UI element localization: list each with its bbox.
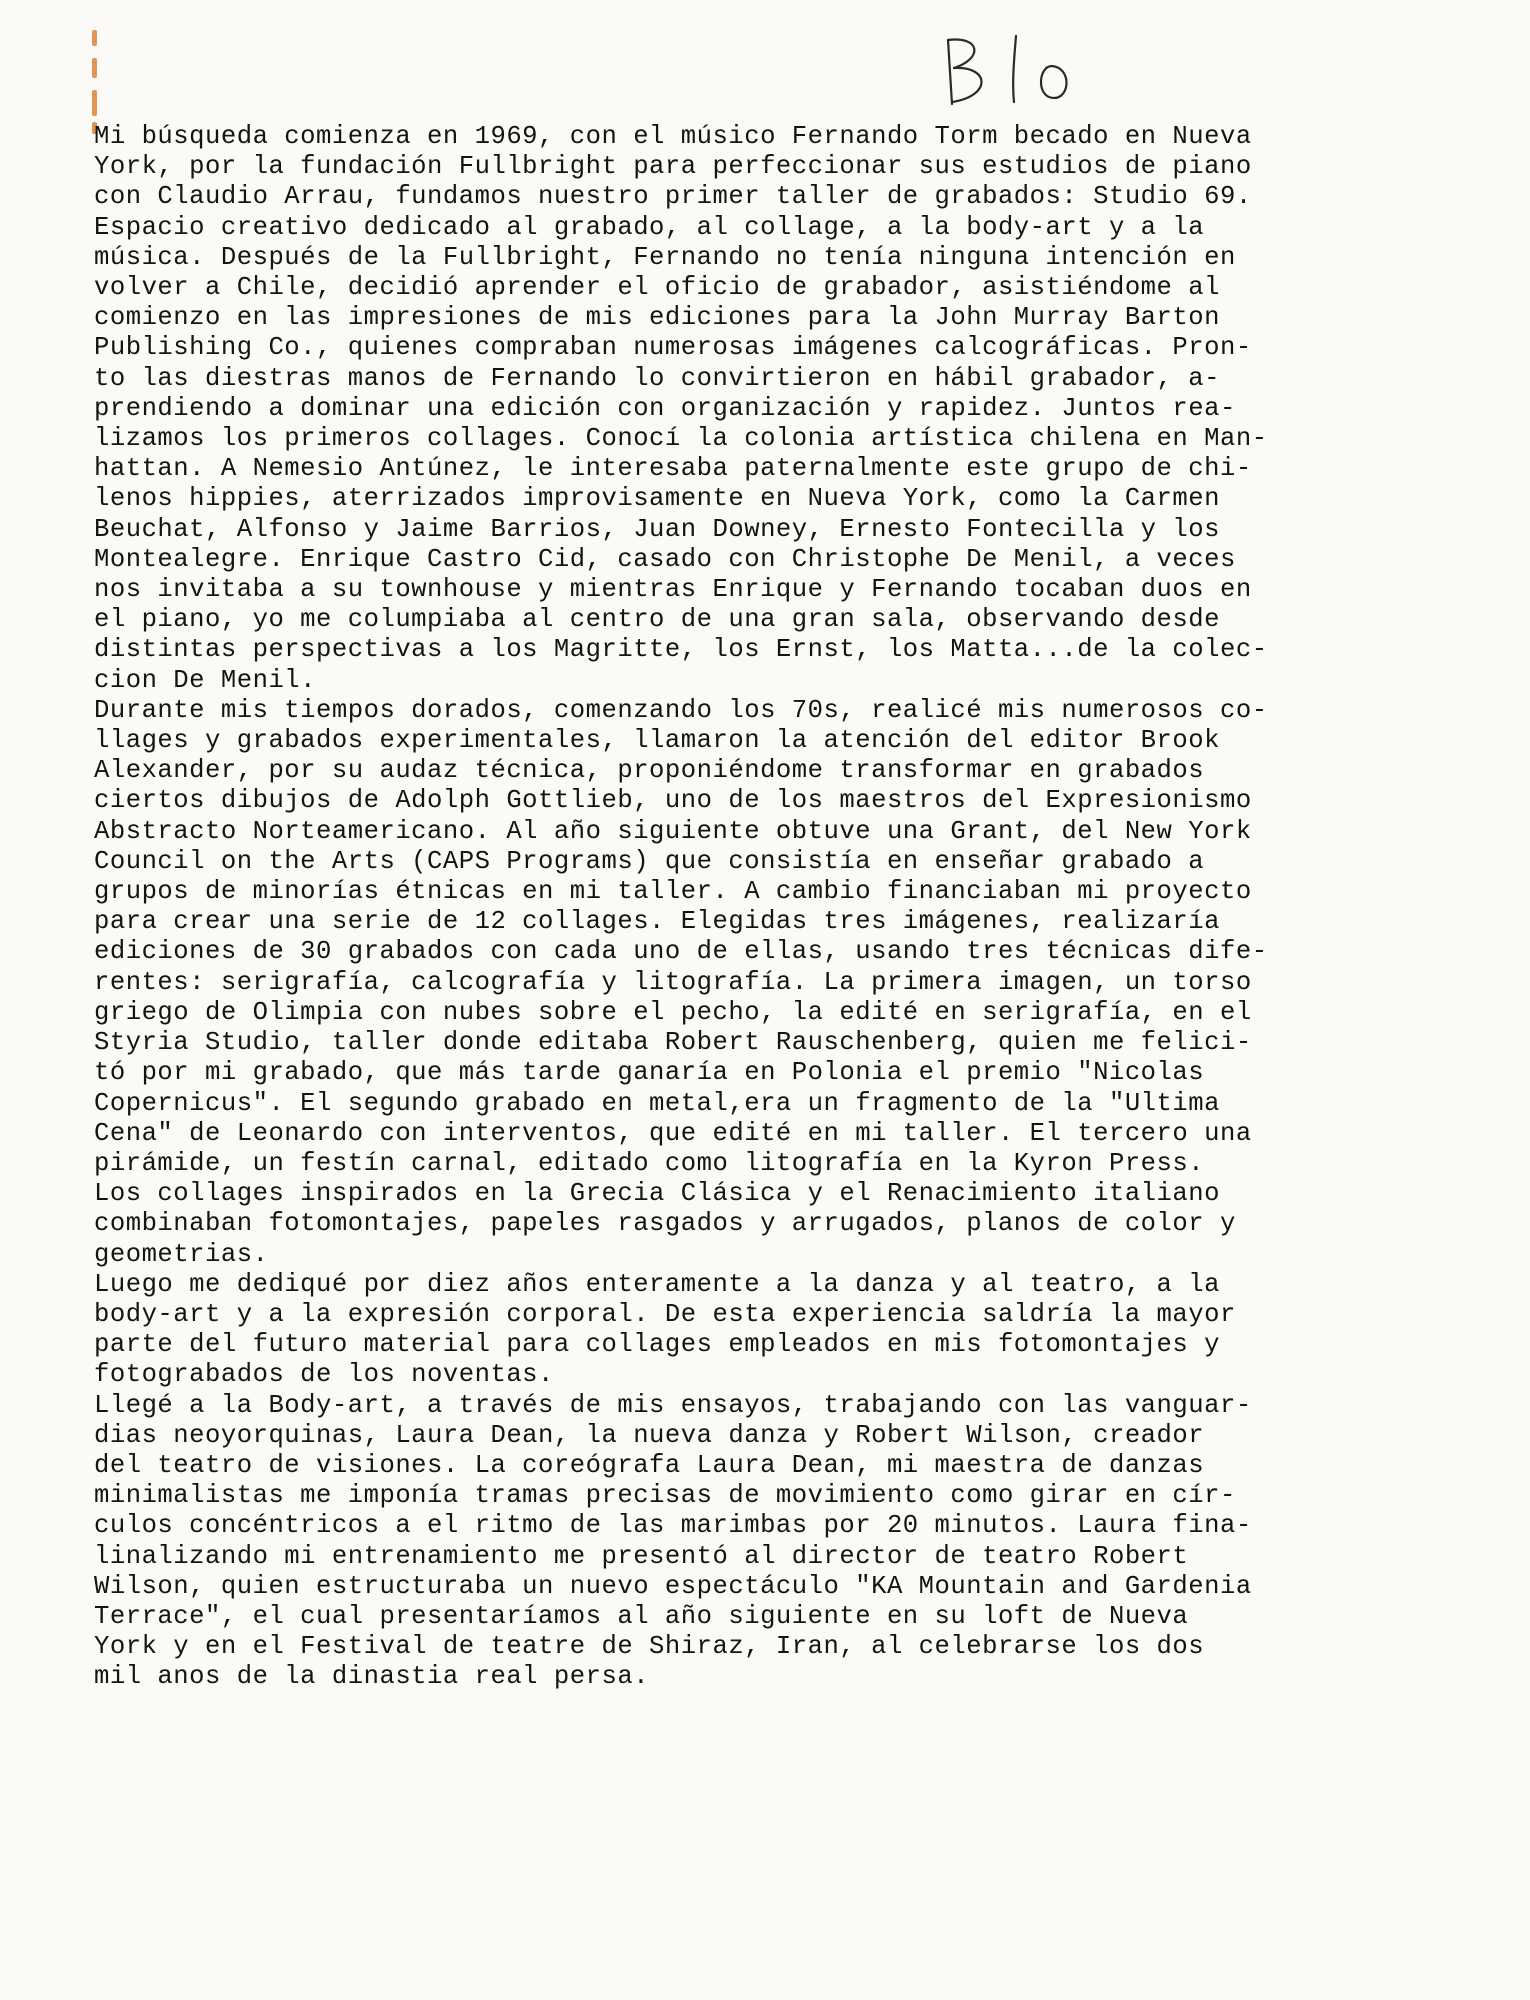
text-line: mil anos de la dinastia real persa.: [94, 1662, 650, 1692]
text-line: body-art y a la expresión corporal. De esta experiencia saldría la mayor: [94, 1299, 1236, 1329]
text-line: to las diestras manos de Fernando lo convirtieron en hábil grabador, a-: [94, 363, 1220, 393]
text-line: dias neoyorquinas, Laura Dean, la nueva danza y Robert Wilson, creador: [94, 1420, 1205, 1450]
text-line: comienzo en las impresiones de mis ediciones para la John Murray Barton: [94, 303, 1220, 333]
text-line: York y en el Festival de teatre de Shiraz, Iran, al celebrarse los dos: [94, 1632, 1205, 1662]
text-line: Alexander, por su audaz técnica, proponiéndome transformar en grabados: [94, 756, 1205, 786]
text-line: Durante mis tiempos dorados, comenzando los 70s, realicé mis numerosos co-: [94, 695, 1268, 725]
handwritten-bio-annotation: [940, 30, 1110, 110]
text-line: llages y grabados experimentales, llamaron la atención del editor Brook: [94, 726, 1220, 756]
text-line: Abstracto Norteamericano. Al año siguiente obtuve una Grant, del New York: [94, 816, 1252, 846]
text-line: combinaban fotomontajes, papeles rasgados y arrugados, planos de color y: [94, 1209, 1236, 1239]
text-line: Beuchat, Alfonso y Jaime Barrios, Juan Downey, Ernesto Fontecilla y los: [94, 514, 1220, 544]
text-line: fotograbados de los noventas.: [94, 1360, 554, 1390]
text-line: volver a Chile, decidió aprender el oficio de grabador, asistiéndome al: [94, 273, 1220, 303]
text-line: Wilson, quien estructuraba un nuevo espectáculo "KA Mountain and Gardenia: [94, 1571, 1252, 1601]
text-line: York, por la fundación Fullbright para perfeccionar sus estudios de piano: [94, 152, 1252, 182]
text-line: pirámide, un festín carnal, editado como litografía en la Kyron Press.: [94, 1148, 1205, 1178]
text-line: para crear una serie de 12 collages. Elegidas tres imágenes, realizaría: [94, 907, 1220, 937]
text-line: minimalistas me imponía tramas precisas de movimiento como girar en cír-: [94, 1481, 1236, 1511]
text-line: Cena" de Leonardo con interventos, que edité en mi taller. El tercero una: [94, 1118, 1252, 1148]
text-line: Llegé a la Body-art, a través de mis ensayos, trabajando con las vanguar-: [94, 1390, 1252, 1420]
text-line: rentes: serigrafía, calcografía y litografía. La primera imagen, un torso: [94, 967, 1252, 997]
text-line: griego de Olimpia con nubes sobre el pecho, la edité en serigrafía, en el: [94, 997, 1252, 1027]
text-line: ciertos dibujos de Adolph Gottlieb, uno de los maestros del Expresionismo: [94, 786, 1252, 816]
text-line: Styria Studio, taller donde editaba Robert Rauschenberg, quien me felici-: [94, 1028, 1252, 1058]
text-line: Copernicus". El segundo grabado en metal,era un fragmento de la "Ultima: [94, 1088, 1220, 1118]
text-line: lenos hippies, aterrizados improvisamente en Nueva York, como la Carmen: [94, 484, 1220, 514]
text-line: parte del futuro material para collages empleados en mis fotomontajes y: [94, 1330, 1220, 1360]
text-line: culos concéntricos a el ritmo de las marimbas por 20 minutos. Laura fina-: [94, 1511, 1252, 1541]
text-line: cion De Menil.: [94, 665, 317, 695]
text-line: Los collages inspirados en la Grecia Clásica y el Renacimiento italiano: [94, 1179, 1220, 1209]
text-line: Publishing Co., quienes compraban numerosas imágenes calcográficas. Pron-: [94, 333, 1252, 363]
text-line: lizamos los primeros collages. Conocí la colonia artística chilena en Man-: [94, 424, 1268, 454]
text-line: hattan. A Nemesio Antúnez, le interesaba paternalmente este grupo de chi-: [94, 454, 1252, 484]
text-line: Council on the Arts (CAPS Programs) que consistía en enseñar grabado a: [94, 846, 1205, 876]
text-line: Espacio creativo dedicado al grabado, al collage, a la body-art y a la: [94, 212, 1205, 242]
text-line: música. Después de la Fullbright, Fernando no tenía ninguna intención en: [94, 242, 1236, 272]
text-line: geometrias.: [94, 1239, 269, 1269]
text-line: nos invitaba a su townhouse y mientras Enrique y Fernando tocaban duos en: [94, 575, 1252, 605]
text-line: distintas perspectivas a los Magritte, los Ernst, los Matta...de la colec-: [94, 635, 1268, 665]
text-line: ediciones de 30 grabados con cada uno de ellas, usando tres técnicas dife-: [94, 937, 1268, 967]
document-body: [94, 122, 1484, 1693]
text-line: con Claudio Arrau, fundamos nuestro primer taller de grabados: Studio 69.: [94, 182, 1252, 212]
text-line: del teatro de visiones. La coreógrafa Laura Dean, mi maestra de danzas: [94, 1450, 1205, 1480]
text-line: Montealegre. Enrique Castro Cid, casado con Christophe De Menil, a veces: [94, 544, 1236, 574]
text-line: el piano, yo me columpiaba al centro de una gran sala, observando desde: [94, 605, 1220, 635]
text-line: linalizando mi entrenamiento me presentó al director de teatro Robert: [94, 1541, 1189, 1571]
text-line: grupos de minorías étnicas en mi taller. A cambio financiaban mi proyecto: [94, 877, 1252, 907]
text-line: prendiendo a dominar una edición con organización y rapidez. Juntos rea-: [94, 393, 1236, 423]
text-line: Luego me dediqué por diez años enteramente a la danza y al teatro, a la: [94, 1269, 1220, 1299]
text-line: Mi búsqueda comienza en 1969, con el músico Fernando Torm becado en Nueva: [94, 122, 1252, 151]
text-line: tó por mi grabado, que más tarde ganaría en Polonia el premio "Nicolas: [94, 1058, 1205, 1088]
text-line: Terrace", el cual presentaríamos al año siguiente en su loft de Nueva: [94, 1601, 1189, 1631]
